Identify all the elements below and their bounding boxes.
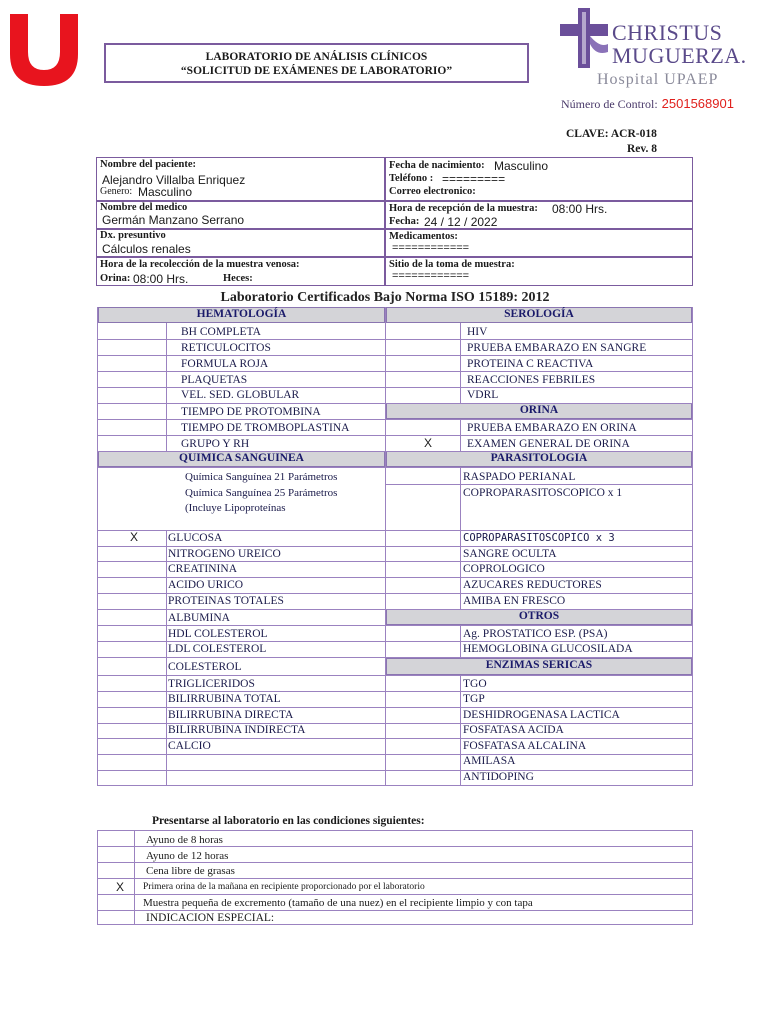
feces-label: Heces: [223,273,253,284]
row-line [98,657,385,658]
test-vel-sed[interactable]: VEL. SED. GLOBULAR [181,389,300,401]
row-line [98,770,385,771]
dx-label: Dx. presuntivo [100,230,166,241]
section-orina: ORINA [386,403,692,419]
test-colesterol[interactable]: COLESTEROL [168,661,242,673]
brand-name-line-2: MUGUERZA. [612,43,747,68]
control-label: Número de Control: [561,97,658,111]
row-line [98,467,385,468]
test-tiempo-tromboplastina[interactable]: TIEMPO DE TROMBOPLASTINA [181,422,350,434]
phone-label: Teléfono : [389,173,434,184]
test-amiba-fresco[interactable]: AMIBA EN FRESCO [463,595,566,607]
row-line [386,754,692,755]
test-bh-completa[interactable]: BH COMPLETA [181,326,261,338]
collection-label: Hora de la recolección de la muestra venosa: [100,259,300,270]
row-line [98,530,385,531]
test-reticulocitos[interactable]: RETICULOCITOS [181,342,271,354]
test-antidoping[interactable]: ANTIDOPING [463,771,534,783]
row-line [98,675,385,676]
test-creatinina[interactable]: CREATININA [168,563,237,575]
row-line [386,403,692,404]
row-line [98,435,385,436]
test-proteinas-totales[interactable]: PROTEINAS TOTALES [168,595,284,607]
row-line [98,355,385,356]
section-serologia: SEROLOGÍA [386,307,692,323]
test-fosfatasa-acida[interactable]: FOSFATASA ACIDA [463,724,564,736]
test-examen-general-orina[interactable]: EXAMEN GENERAL DE ORINA [467,438,630,450]
row-line [386,355,692,356]
test-bilirrubina-indirecta[interactable]: BILIRRUBINA INDIRECTA [168,724,306,736]
dx-value: Cálculos renales [102,242,191,256]
urine-label: Orina: [100,273,131,284]
site-label: Sitio de la toma de muestra: [389,259,515,270]
revision: Rev. 8 [627,143,658,155]
test-acido-urico[interactable]: ACIDO URICO [168,579,244,591]
test-hemoglobina-glucosilada[interactable]: HEMOGLOBINA GLUCOSILADA [463,643,633,655]
test-coprologico[interactable]: COPROLOGICO [463,563,545,575]
gender-value: Masculino [138,185,193,199]
date-label: Fecha: [389,216,420,227]
test-copro-x1[interactable]: COPROPARASITOSCOPICO x 1 [463,487,623,499]
title-box [104,43,529,83]
clave-code: CLAVE: ACR-018 [566,128,657,140]
site-value: ============ [392,270,470,282]
birth-label: Fecha de nacimiento: [389,160,485,171]
row-line [386,419,692,420]
date-value: 24 / 12 / 2022 [424,215,498,229]
section-parasitologia: PARASITOLOGIA [386,451,692,467]
test-hdl[interactable]: HDL COLESTEROL [168,628,268,640]
test-plaquetas[interactable]: PLAQUETAS [181,374,248,386]
test-tiempo-protombina[interactable]: TIEMPO DE PROTOMBINA [181,406,321,418]
test-vdrl[interactable]: VDRL [467,389,499,401]
cond-ayuno-12[interactable]: Ayuno de 12 horas [146,850,229,862]
col-line [460,323,461,786]
title-line-2: “SOLICITUD DE EXÁMENES DE LABORATORIO” [180,65,453,77]
test-nitrogeno-ureico[interactable]: NITROGENO UREICO [168,548,281,560]
row-line [386,609,692,610]
row-line [98,451,385,452]
row-line [386,675,692,676]
cond-primera-orina[interactable]: Primera orina de la mañana en recipiente proporcionado por el laboratorio [143,882,425,892]
doctor-value: Germán Manzano Serrano [102,213,245,227]
test-trigliceridos[interactable]: TRIGLICERIDOS [168,678,255,690]
test-qs25[interactable]: Química Sanguínea 25 Parámetros [185,487,338,499]
test-raspado-perianal[interactable]: RASPADO PERIANAL [463,471,576,483]
row-line [386,770,692,771]
control-number [561,96,734,112]
row-line [386,339,692,340]
cond-row-line [98,846,692,847]
test-albumina[interactable]: ALBUMINA [168,612,230,624]
row-line [98,754,385,755]
test-copro-x3[interactable]: COPROPARASITOSCOPICO x 3 [463,532,615,544]
cert-title: Laboratorio Certificados Bajo Norma ISO 15189: 2012 [220,290,550,305]
cond-row-line [98,910,692,911]
row-line [386,625,692,626]
title-line-1: LABORATORIO DE ANÁLISIS CLÍNICOS [205,51,428,63]
u-logo-icon [4,8,84,88]
row-line [98,609,385,610]
test-sangre-oculta[interactable]: SANGRE OCULTA [463,548,557,560]
cond-ayuno-8[interactable]: Ayuno de 8 horas [146,834,223,846]
test-embarazo-orina[interactable]: PRUEBA EMBARAZO EN ORINA [467,422,637,434]
doctor-label: Nombre del medico [100,202,188,213]
test-proteina-c[interactable]: PROTEINA C REACTIVA [467,358,594,370]
row-line [386,657,692,658]
patient-name-value: Alejandro Villalba Enriquez [102,173,246,187]
row-line [98,339,385,340]
test-psa[interactable]: Ag. PROSTATICO ESP. (PSA) [463,628,608,640]
test-calcio[interactable]: CALCIO [168,740,211,752]
row-line [98,625,385,626]
cond-row-line [98,878,692,879]
section-otros: OTROS [386,609,692,625]
row-line [386,387,692,388]
test-hiv[interactable]: HIV [467,326,488,338]
cond-row-line [98,894,692,895]
mark-orina[interactable]: X [424,436,433,450]
gender-label: Genero: [100,186,133,197]
test-tgp[interactable]: TGP [463,693,485,705]
reception-label: Hora de recepción de la muestra: [389,203,538,214]
row-line [98,561,385,562]
row-line [386,484,692,485]
row-line [386,451,692,452]
meds-label: Medicamentos: [389,231,458,242]
phone-value: ========= [442,172,506,186]
test-prueba-embarazo-sangre[interactable]: PRUEBA EMBARAZO EN SANGRE [467,342,647,354]
row-line [386,467,692,468]
test-ldl[interactable]: LDL COLESTEROL [168,643,267,655]
email-label: Correo electronico: [389,186,476,197]
test-reacciones-febriles[interactable]: REACCIONES FEBRILES [467,374,596,386]
row-line [98,403,385,404]
section-enzimas: ENZIMAS SERICAS [386,658,692,675]
test-bilirrubina-total[interactable]: BILIRRUBINA TOTAL [168,693,281,705]
meds-value: ============ [392,242,470,254]
test-formula-roja[interactable]: FORMULA ROJA [181,358,269,370]
row-line [386,371,692,372]
cond-indicacion-especial[interactable]: INDICACION ESPECIAL: [146,912,275,924]
col-line [166,530,167,786]
patient-name-label: Nombre del paciente: [100,159,197,170]
test-bilirrubina-directa[interactable]: BILIRRUBINA DIRECTA [168,709,294,721]
test-fosfatasa-alcalina[interactable]: FOSFATASA ALCALINA [463,740,587,752]
urine-value: 08:00 Hrs. [133,272,189,286]
row-line [98,371,385,372]
test-deshidrogenasa[interactable]: DESHIDROGENASA LACTICA [463,709,620,721]
test-azucares-reductores[interactable]: AZUCARES REDUCTORES [463,579,602,591]
row-line [98,738,385,739]
test-tgo[interactable]: TGO [463,678,487,690]
cond-cena-libre[interactable]: Cena libre de grasas [146,865,235,877]
reception-value: 08:00 Hrs. [552,202,608,216]
christus-cross-icon [560,8,608,68]
row-line [98,419,385,420]
control-value: 2501568901 [661,96,734,111]
test-qs25-note: (Incluye Lipoproteínas [185,502,286,514]
row-line [386,691,692,692]
conditions-title: Presentarse al laboratorio en las condiciones siguientes: [152,815,425,827]
test-qs21[interactable]: Química Sanguínea 21 Parámetros [185,471,338,483]
cond-row-line [98,862,692,863]
brand-name-line-1: CHRISTUS [612,20,723,45]
section-quimica: QUIMICA SANGUINEA [98,451,385,467]
section-hematologia: HEMATOLOGÍA [98,307,385,323]
test-amilasa[interactable]: AMILASA [463,755,516,767]
mark-glucosa[interactable]: X [130,530,139,544]
cond-muestra-excremento[interactable]: Muestra pequeña de excremento (tamaño de una nuez) en el recipiente limpio y con tapa [143,897,533,909]
test-grupo-rh[interactable]: GRUPO Y RH [181,438,250,450]
brand-hospital: Hospital UPAEP [597,71,719,88]
test-glucosa[interactable]: GLUCOSA [168,532,223,544]
mark-condicion[interactable]: X [116,880,125,894]
birth-value: Masculino [494,159,549,173]
